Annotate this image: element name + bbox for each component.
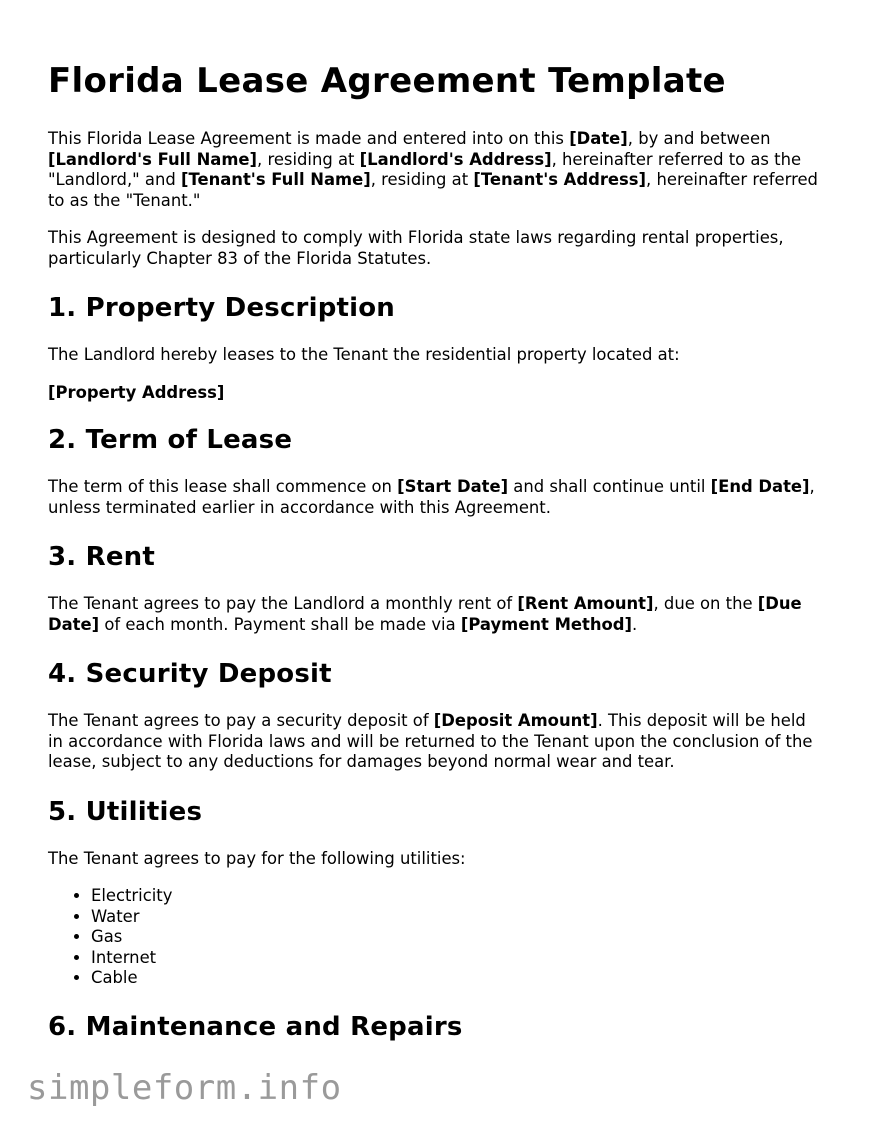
term-text: The term of this lease shall commence on <box>48 477 398 496</box>
list-item: • Electricity <box>91 886 823 907</box>
rent-paragraph <box>48 594 823 635</box>
property-address <box>48 383 823 404</box>
placeholder-tenant-name: [Tenant's Full Name] <box>180 170 371 189</box>
placeholder-rent-amount: [Rent Amount] <box>517 594 654 613</box>
property-text: The Landlord hereby leases to the Tenant the residential property located at: <box>48 345 680 364</box>
utilities-list <box>48 886 823 989</box>
rent-text: The Tenant agrees to pay the Landlord a monthly rent of <box>48 594 518 613</box>
rent-text: . <box>631 614 638 634</box>
intro-text: , residing at <box>257 149 360 169</box>
deposit-text: The Tenant agrees to pay a security deposit of <box>48 711 434 730</box>
term-text: and shall continue until <box>508 477 711 496</box>
placeholder-deposit-amount: [Deposit Amount] <box>433 711 598 730</box>
watermark: simpleform.info <box>27 1068 342 1108</box>
section-heading-utilities: 5. Utilities <box>48 796 203 827</box>
term-paragraph <box>48 477 823 518</box>
intro-text: , by and between <box>627 129 771 148</box>
placeholder-date: [Date] <box>569 129 628 148</box>
placeholder-due-date: [Due Date] <box>48 594 802 634</box>
list-item: • Gas <box>91 927 823 948</box>
rent-text: of each month. Payment shall be made via <box>99 614 461 634</box>
deposit-paragraph <box>48 711 823 773</box>
intro-text: , hereinafter referred to as the "Landlord," and <box>48 149 802 189</box>
deposit-text: . This deposit will be held in accordance with Florida laws and will be returned to the Tenant upon the conclusion of the lease, subject to any deductions for damages beyond normal wear and tear. <box>48 711 813 771</box>
term-text: , unless terminated earlier in accordance with this Agreement. <box>48 477 815 517</box>
section-heading-maintenance: 6. Maintenance and Repairs <box>48 1011 463 1042</box>
placeholder-start-date: [Start Date] <box>397 477 509 496</box>
placeholder-end-date: [End Date] <box>710 477 810 496</box>
rent-text: , due on the <box>653 594 758 613</box>
section-heading-property: 1. Property Description <box>48 293 396 323</box>
section-heading-deposit: 4. Security Deposit <box>48 659 332 689</box>
placeholder-landlord-name: [Landlord's Full Name] <box>48 149 258 169</box>
page-title: Florida Lease Agreement Template <box>48 61 726 101</box>
section-heading-term: 2. Term of Lease <box>48 425 293 455</box>
document-page <box>48 58 823 1064</box>
list-item: • Cable <box>91 968 823 989</box>
placeholder-tenant-address: [Tenant's Address] <box>473 170 647 189</box>
placeholder-payment-method: [Payment Method] <box>460 614 632 634</box>
list-item: • Water <box>91 907 823 928</box>
list-item: • Internet <box>91 948 823 969</box>
intro-text: , hereinafter referred to as the "Tenant." <box>48 170 818 210</box>
placeholder-landlord-address: [Landlord's Address] <box>359 149 552 169</box>
placeholder-property-address: [Property Address] <box>48 382 225 402</box>
intro-text: , residing at <box>370 170 474 189</box>
section-heading-rent: 3. Rent <box>48 542 156 572</box>
intro-text: This Florida Lease Agreement is made and entered into on this <box>48 129 570 148</box>
compliance-paragraph: This Agreement is designed to comply with Florida state laws regarding rental properties, particularly Chapter 83 of the Florida Statutes. <box>48 228 784 268</box>
intro-paragraph <box>48 129 823 211</box>
utilities-text: The Tenant agrees to pay for the following utilities: <box>48 848 466 868</box>
